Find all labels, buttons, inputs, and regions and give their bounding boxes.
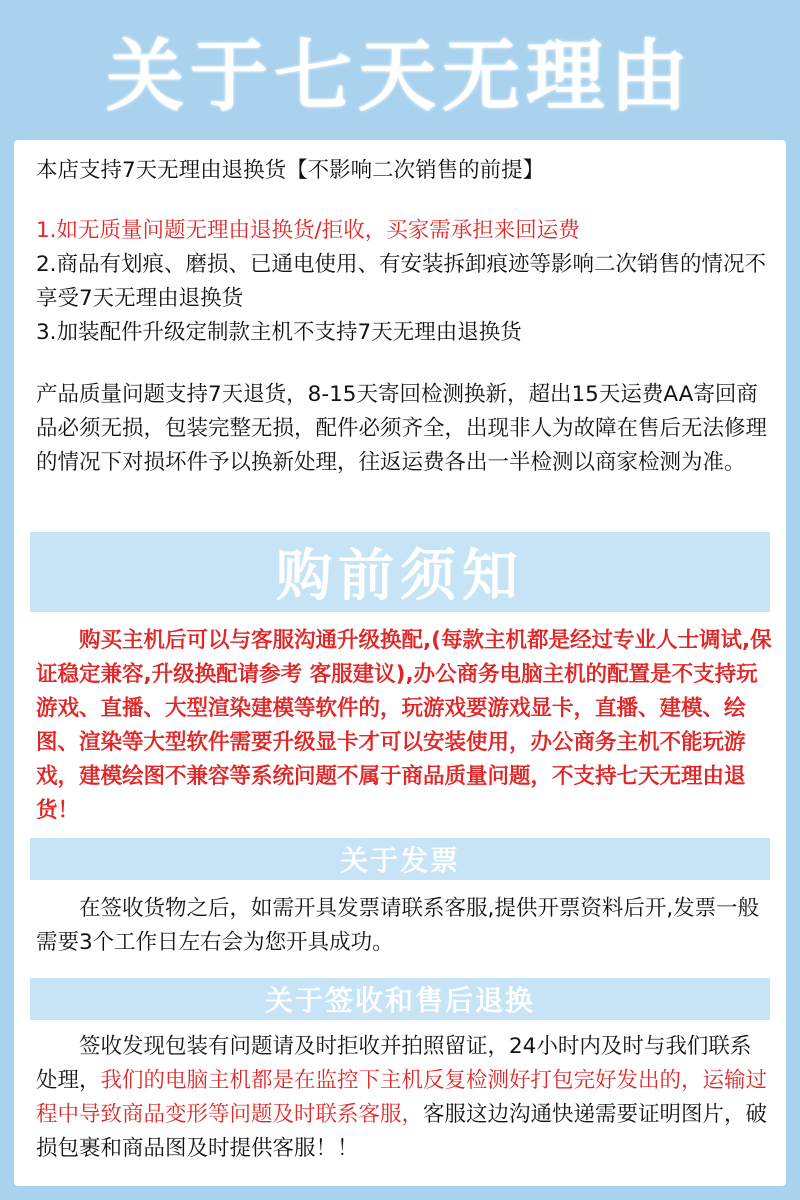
after-sales-text-a: 签收发现包装有问题请及时拒收并拍照留证，24小时内及时与我们联系处理， [36, 1034, 752, 1093]
invoice-heading [30, 838, 770, 880]
intro-text: 本店支持7天无理由退换货【不影响二次销售的前提】 [36, 158, 545, 183]
purchase-notice-heading [30, 532, 770, 612]
after-sales-text-c: 客服这边沟通快递需要证明图片，破损包裹和商品图及时提供客服！！ [36, 1102, 768, 1161]
quality-policy-text: 产品质量问题支持7天退货，8-15天寄回检测换新，超出15天运费AA寄回商品必须无损，包装完整无损，配件必须齐全，出现非人为故障在售后无法修理的情况下对损坏件予以换新处理，往返运费各出一半检测以商家检测为准。 [36, 382, 768, 475]
invoice-heading-label: 关于发票 [339, 844, 460, 877]
after-sales-heading-label: 关于签收和售后退换 [264, 984, 535, 1017]
after-sales-text [14, 1030, 786, 1166]
content-panel [14, 140, 786, 1186]
rule-3: 3.加装配件升级定制款主机不支持7天无理由退换货 [36, 320, 522, 345]
purchase-notice-text: 购买主机后可以与客服沟通升级换配,(每款主机都是经过专业人士调试,保证稳定兼容,升级换配请参考 客服建议),办公商务电脑主机的配置是不支持玩游戏、直播、大型渲染建模等软件的，玩游戏要游戏显卡，直播、建模、绘图、渲染等大型软件需要升级显卡才可以安装使用，办公商务主机不能玩游戏，建模绘图不兼容等系统问题不属于商品质量问题，不支持七天无理由退货！ [36, 628, 772, 823]
rule-1: 1.如无质量问题无理由退换货/拒收，买家需承担来回运费 [36, 218, 580, 243]
after-sales-heading [30, 978, 770, 1020]
purchase-notice-heading-label: 购前须知 [276, 544, 524, 609]
page-title: 关于七天无理由 [105, 32, 694, 122]
invoice-text: 在签收货物之后，如需开具发票请联系客服,提供开票资料后开,发票一般需要3个工作日左右会为您开具成功。 [36, 896, 760, 955]
rule-2: 2.商品有划痕、磨损、已通电使用、有安装拆卸痕迹等影响二次销售的情况不享受7天无理由退换货 [36, 252, 767, 311]
title-band [0, 0, 800, 140]
after-sales-text-b: 我们的电脑主机都是在监控下主机反复检测好打包完好发出的，运输过程中导致商品变形等问题及时联系客服， [36, 1068, 768, 1127]
